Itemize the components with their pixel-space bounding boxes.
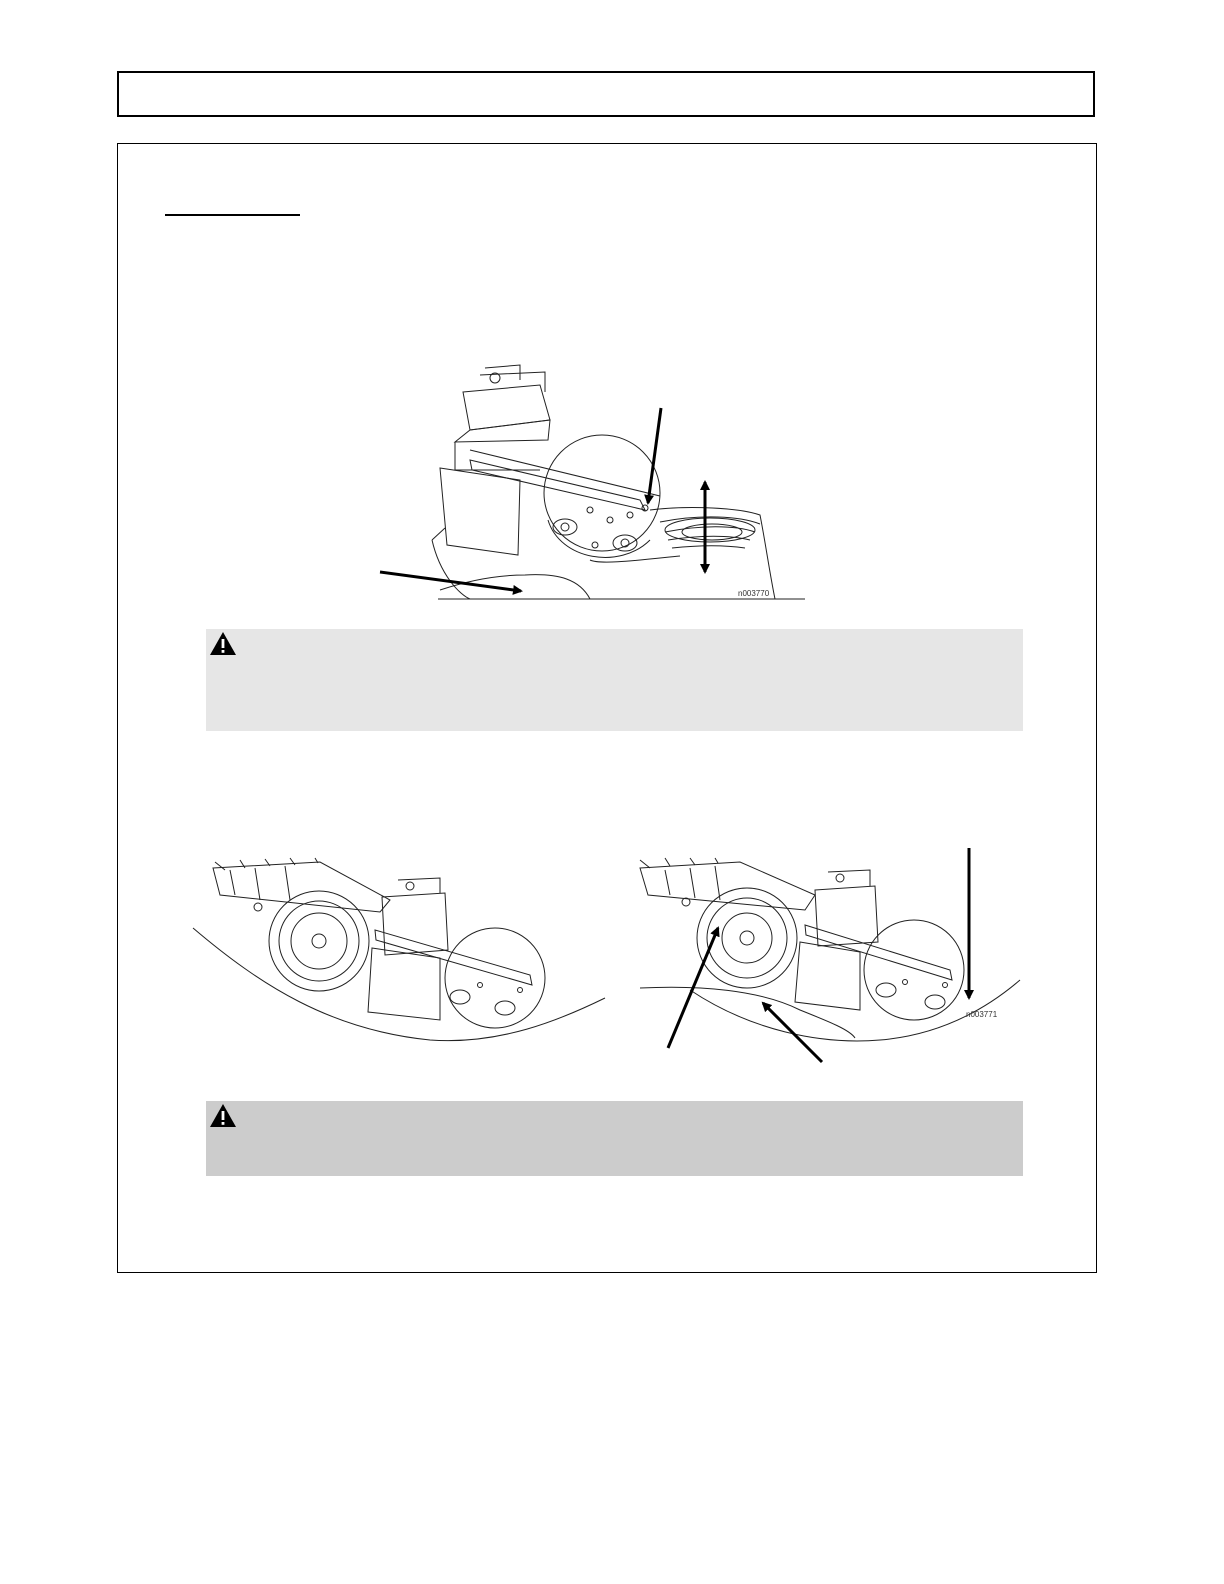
page-header-box bbox=[117, 71, 1095, 117]
figure-stump-cutting bbox=[370, 360, 820, 605]
figure-slope-right bbox=[620, 845, 1030, 1065]
warning-box-2 bbox=[206, 1101, 1023, 1176]
warning-triangle-icon bbox=[209, 1103, 237, 1129]
warning-triangle-icon bbox=[209, 631, 237, 657]
warning-box-1 bbox=[206, 629, 1023, 731]
figure-code-bottom: n003771 bbox=[966, 1010, 998, 1019]
section-heading-underline bbox=[165, 214, 300, 216]
figure-code-top: n003770 bbox=[738, 589, 770, 598]
figure-slope-left bbox=[190, 855, 610, 1045]
